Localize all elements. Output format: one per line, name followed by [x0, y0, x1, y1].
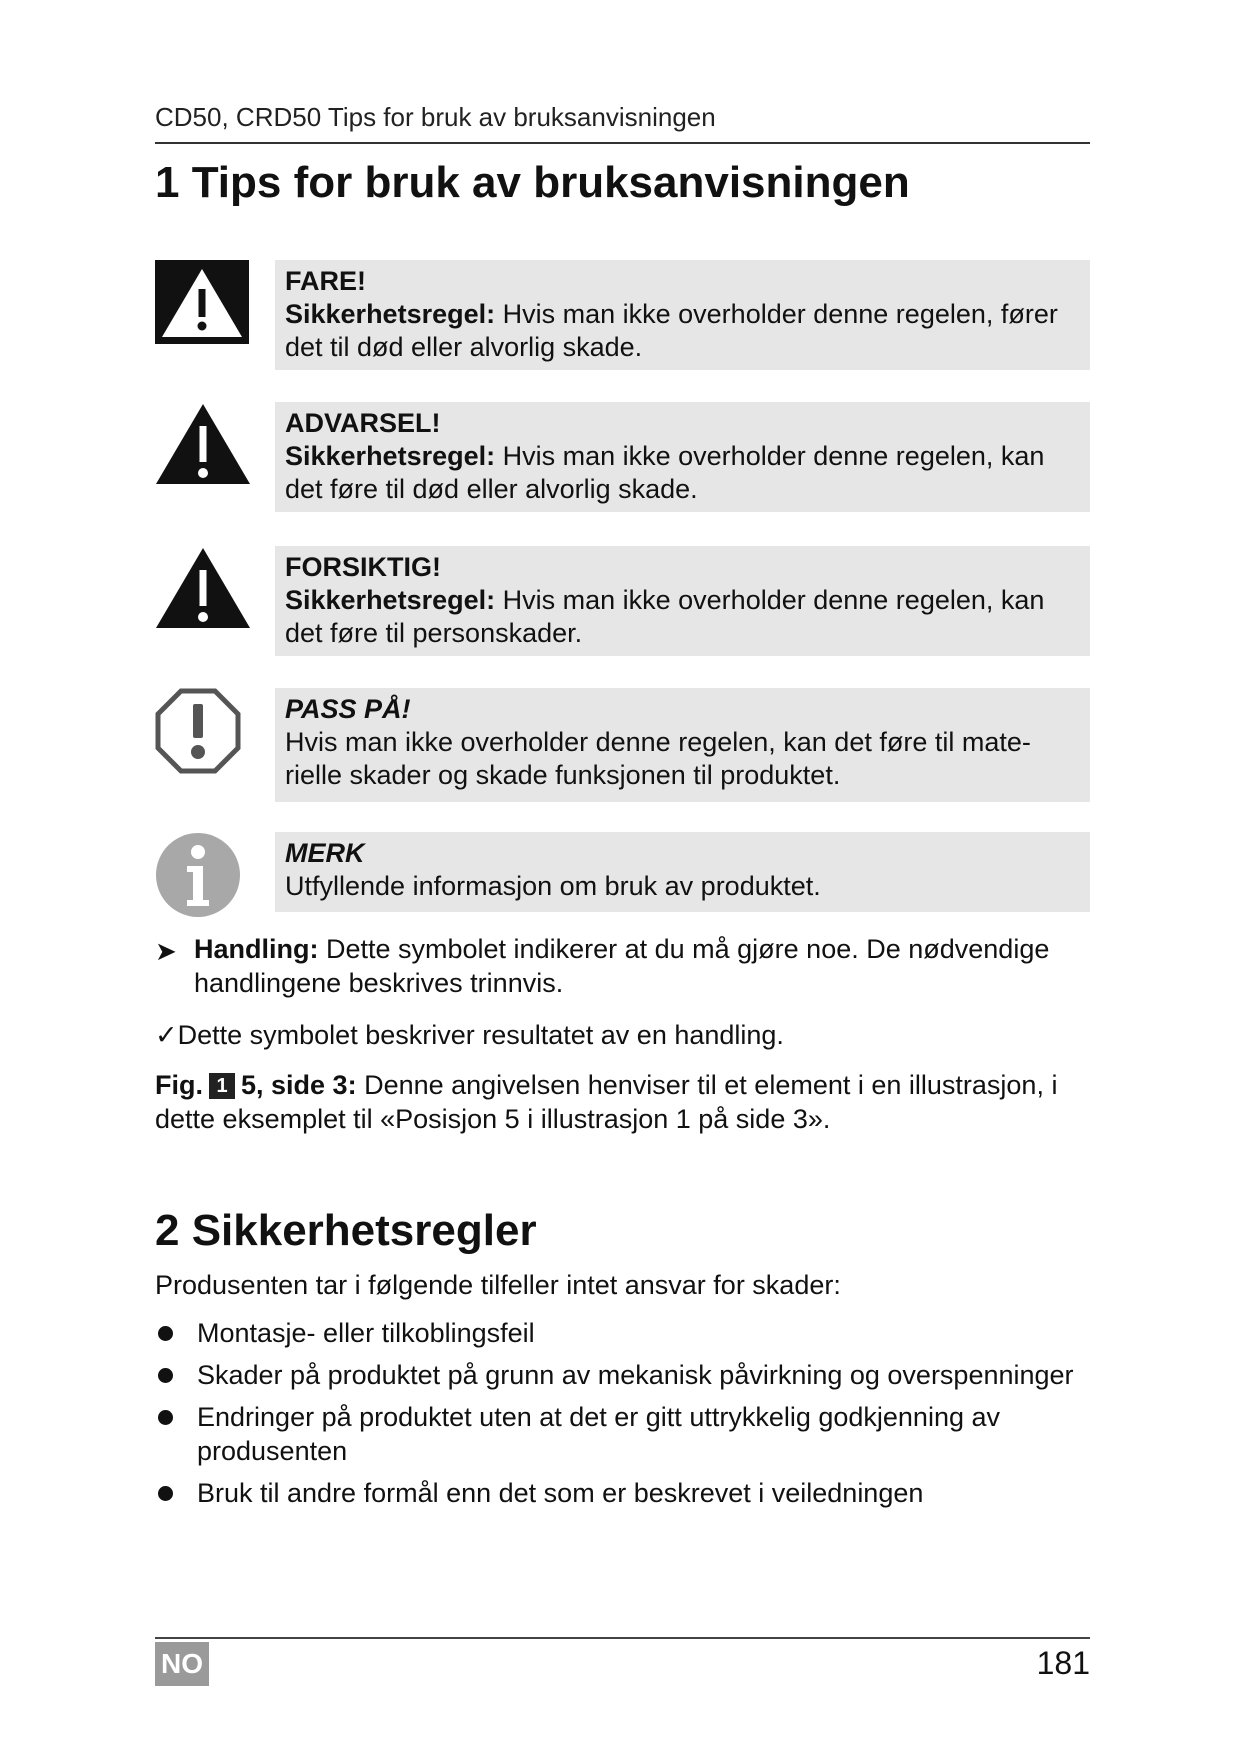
notice-title: PASS PÅ!	[285, 694, 411, 724]
bullet-icon	[158, 1368, 173, 1383]
notice-info	[155, 832, 1090, 912]
notice-notice	[155, 688, 1090, 802]
notice-notice-box	[275, 688, 1090, 802]
notice-caution	[155, 546, 1090, 656]
list-item-text: Bruk til andre formål enn det som er beskrevet i veiledningen	[197, 1478, 924, 1508]
section-2-intro: Produsenten tar i følgende tilfeller intet ansvar for skader:	[155, 1270, 841, 1300]
liability-list	[155, 1316, 1095, 1518]
figure-reference	[155, 1068, 1095, 1136]
notice-warning	[155, 402, 1090, 512]
bullet-icon	[158, 1410, 173, 1425]
list-item-text: Endringer på produktet uten at det er gitt uttrykkelig godkjenning av produsenten	[197, 1402, 1000, 1466]
checkmark-icon: ✓	[155, 1020, 178, 1050]
running-header	[155, 102, 1090, 144]
notice-text: Hvis man ikke overholder denne regelen, kan det føre til død eller alvorlig skade.	[285, 441, 1045, 504]
notice-body	[285, 584, 1080, 650]
notice-danger	[155, 260, 1090, 370]
page-number: 181	[1036, 1645, 1090, 1681]
list-item-text: Skader på produktet på grunn av mekanisk påvirkning og overspenninger	[197, 1360, 1074, 1390]
notice-title: MERK	[285, 838, 365, 868]
action-description	[194, 932, 1094, 1000]
footer-divider	[155, 1637, 1090, 1639]
list-item	[155, 1476, 1095, 1510]
result-text: Dette symbolet beskriver resultatet av en handling.	[177, 1020, 784, 1050]
octagon-exclamation-icon	[155, 688, 251, 778]
fig-label: Fig.	[155, 1070, 203, 1100]
section-1-heading: 1 Tips for bruk av bruksanvisningen	[155, 158, 910, 207]
notice-body	[285, 440, 1080, 506]
notice-title: FARE!	[285, 266, 366, 296]
bullet-icon	[158, 1326, 173, 1341]
figure-number-box: 1	[209, 1073, 235, 1099]
list-item	[155, 1400, 1095, 1468]
notice-body	[285, 298, 1080, 364]
notice-text: Hvis man ikke overholder denne regelen, fører det til død eller alvorlig skade.	[285, 299, 1058, 362]
fig-text: Denne angivelsen henviser til et element i en illustrasjon, i dette eksemplet til «Posisjon 5 i illustrasjon 1 på side 3».	[155, 1070, 1058, 1134]
action-label: Handling:	[194, 934, 319, 964]
notice-title: ADVARSEL!	[285, 408, 441, 438]
notice-text: Utfyllende informasjon om bruk av produktet.	[285, 871, 821, 901]
notice-text: Hvis man ikke overholder denne regelen, kan det føre til mate-rielle skader og skade funksjonen til produktet.	[285, 727, 1031, 790]
info-icon	[155, 832, 251, 922]
running-title: CD50, CRD50 Tips for bruk av bruksanvisningen	[155, 102, 716, 132]
warning-icon	[155, 402, 251, 492]
notice-caution-box	[275, 546, 1090, 656]
fig-position-label: 5, side 3:	[241, 1070, 357, 1100]
language-badge: NO	[155, 1642, 209, 1686]
result-description	[155, 1018, 1095, 1052]
list-item-text: Montasje- eller tilkoblingsfeil	[197, 1318, 535, 1348]
rule-label: Sikkerhetsregel:	[285, 299, 496, 329]
caution-icon	[155, 546, 251, 636]
notice-info-box	[275, 832, 1090, 912]
section-2-heading: 2 Sikkerhetsregler	[155, 1206, 537, 1255]
action-arrow-icon: ➤	[155, 936, 177, 966]
rule-label: Sikkerhetsregel:	[285, 585, 496, 615]
list-item	[155, 1358, 1095, 1392]
list-item	[155, 1316, 1095, 1350]
danger-icon	[155, 260, 251, 350]
notice-danger-box	[275, 260, 1090, 370]
notice-title: FORSIKTIG!	[285, 552, 441, 582]
bullet-icon	[158, 1486, 173, 1501]
notice-text: Hvis man ikke overholder denne regelen, kan det føre til personskader.	[285, 585, 1045, 648]
rule-label: Sikkerhetsregel:	[285, 441, 496, 471]
notice-warning-box	[275, 402, 1090, 512]
action-text: Dette symbolet indikerer at du må gjøre noe. De nødvendige handlingene beskrives trinnvis.	[194, 934, 1050, 998]
